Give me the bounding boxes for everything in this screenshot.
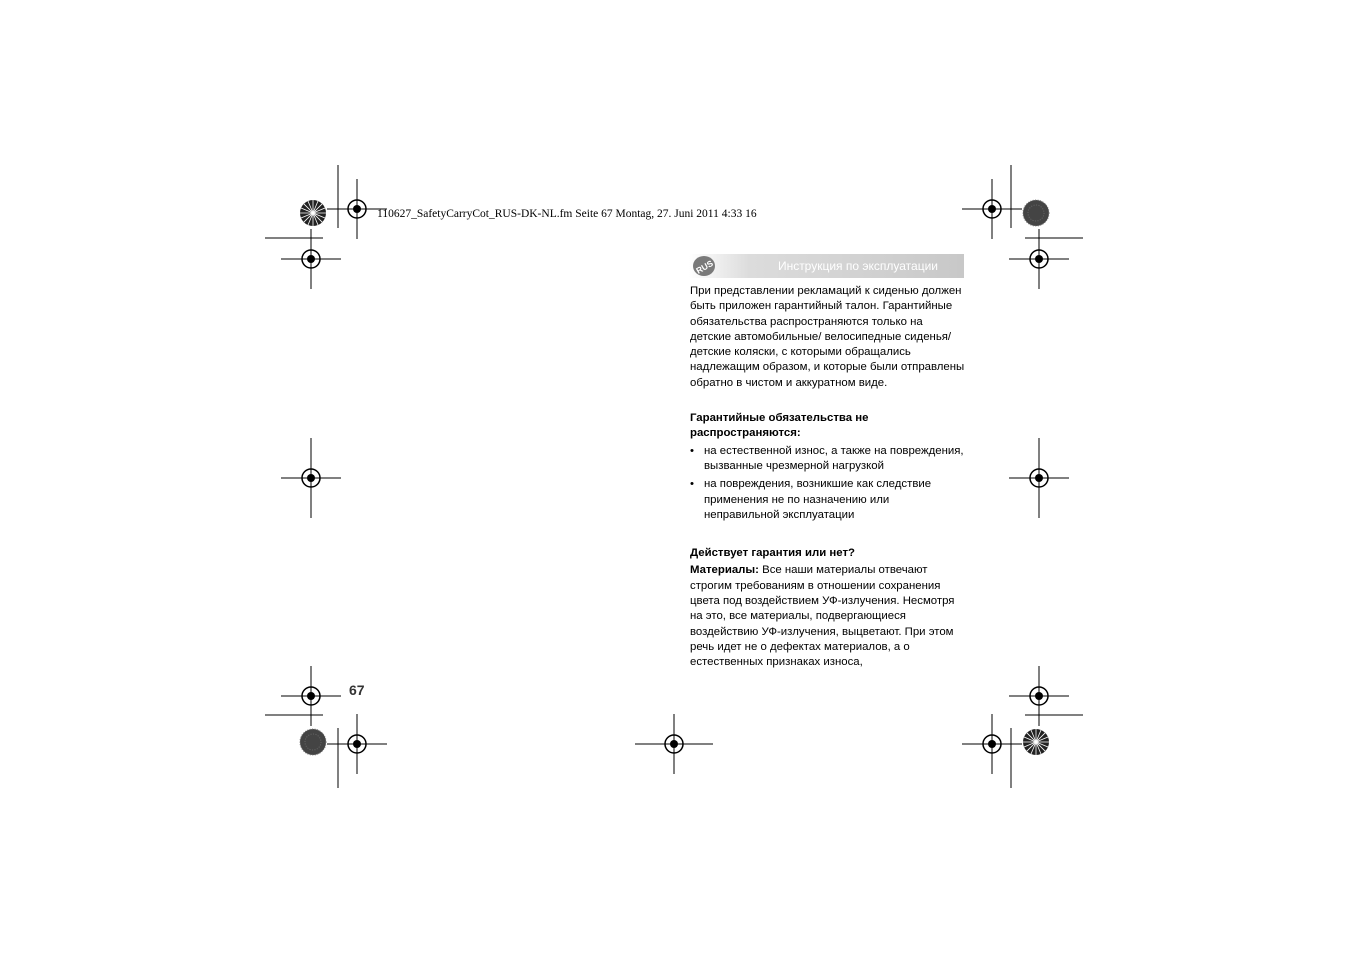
section-header-bar [689, 254, 964, 278]
registration-mark-icon [281, 229, 341, 289]
registration-mark-icon [327, 714, 387, 774]
text-column [690, 284, 965, 671]
dot-target-icon [298, 727, 328, 757]
registration-mark-icon [635, 714, 713, 774]
materials-paragraph [690, 563, 965, 670]
registration-mark-icon [1009, 229, 1069, 289]
star-target-icon [298, 198, 328, 228]
intro-paragraph: При представлении рекламаций к сиденью должен быть приложен гарантийный талон. Гарантийные обязательства распространяются только на детские автомобильные/ велосипедные сиденья/детские коляски, с которыми обращались надлежащим образом, и которые были отправлены обратно в чистом и аккуратном виде. [690, 285, 965, 389]
star-target-icon [1021, 727, 1051, 757]
list-item: • на естественной износ, а также на повреждения, вызванные чрезмерной нагрузкой [690, 444, 965, 475]
materials-label: Материалы: [690, 564, 759, 577]
language-badge-label: RUS [694, 258, 715, 276]
warranty-heading: Действует гарантия или нет? [690, 547, 855, 560]
section-header-title: Инструкция по эксплуатации [777, 259, 938, 273]
dot-target-icon [1021, 198, 1051, 228]
print-slug: 110627_SafetyCarryCot_RUS-DK-NL.fm Seite 67 Montag, 27. Juni 2011 4:33 16 [377, 208, 757, 220]
registration-mark-icon [1009, 438, 1069, 518]
registration-mark-icon [281, 438, 341, 518]
registration-mark-icon [962, 714, 1022, 774]
page-number: 67 [349, 682, 365, 698]
materials-text: Все наши материалы отвечают строгим требованиям в отношении сохранения цвета под воздействием УФ-излучения. Несмотря на это, все материалы, подвергающиеся воздействию УФ-излучения, выцветают. При этом речь идет не о дефектах материалов, а о естественных признаках износа, [690, 564, 955, 669]
exclusions-heading: Гарантийные обязательства не распространяются: [690, 412, 869, 440]
list-item: • на повреждения, возникшие как следствие применения не по назначению или неправильной эксплуатации [690, 477, 965, 523]
language-badge [692, 255, 716, 277]
exclusions-list [690, 444, 965, 523]
